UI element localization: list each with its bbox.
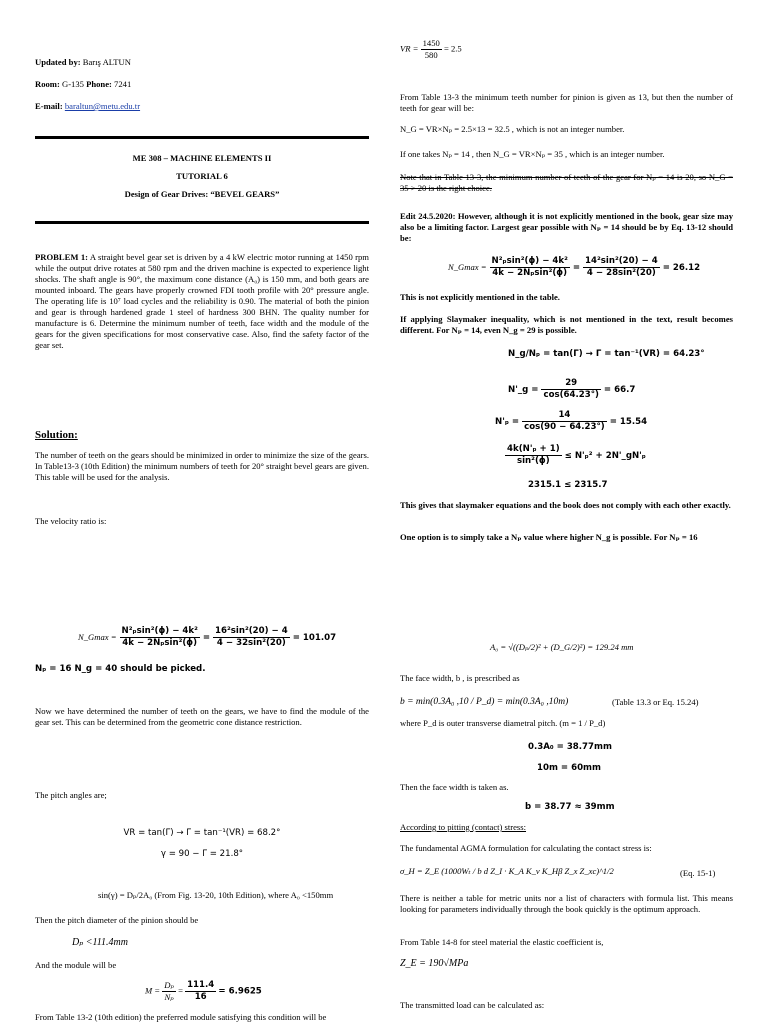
- b-value: b = 38.77 ≈ 39mm: [525, 802, 615, 812]
- slaymaker-eq-3: N'ₚ = $\frac{14}{\cos(90 - 64.23^\circ)}$ = 15.54: [495, 410, 648, 432]
- slaymaker-text: If applying Slaymaker inequality, which is not mentioned in the text, result becomes different. For Nₚ = 14, even N_g = 29 is possible.: [400, 314, 733, 335]
- ten-m-value: 10m = 60mm: [537, 763, 601, 773]
- min-teeth-text: From Table 13-3 the minimum teeth number for pinion is given as 13, but then the number of teeth for gear will be:: [400, 92, 733, 113]
- face-width-text: The face width, b , is prescribed as: [400, 673, 520, 683]
- updated-label: Updated by:: [35, 57, 81, 67]
- gamma-equation: γ = 90 − Γ = 21.8°: [160, 849, 244, 859]
- tutorial-title: TUTORIAL 6: [176, 171, 228, 181]
- conclusion-text: This gives that slaymaker equations and the book does not comply with each other exactly.: [400, 500, 731, 510]
- course-title: ME 308 – MACHINE ELEMENTS II: [132, 153, 272, 163]
- slaymaker-eq-4: $\frac{\text{4k(N'ₚ + 1)}}{\text{sin²(ϕ)}}$ ≤ N'ₚ² + 2N'_gN'ₚ: [507, 444, 646, 466]
- ngmax-equation-right: N_Gmax = $\frac{\text{N²ₚsin²(ϕ) − 4k²}}{\text{4k − 2Nₚsin²(ϕ)}}$ = $\frac{\text{14²sin²(20) − 4}}{\text{4 − 28sin²(20)}}$ = 26.12: [448, 256, 701, 278]
- slaymaker-eq-1: N_g/Nₚ = tan(Γ) → Γ = tan⁻¹(VR) = 64.23°: [508, 349, 705, 359]
- pitting-heading: According to pitting (contact) stress:: [400, 822, 527, 832]
- np14-text: If one takes Nₚ = 14 , then N_G = VR×Nₚ = 35 , which is an integer number.: [400, 149, 665, 159]
- not-in-table-text: This is not explicitly mentioned in the table.: [400, 292, 560, 302]
- updated-name: Barış ALTUN: [82, 57, 131, 67]
- struck-note: Note that in Table 13-3, the minimum number of teeth of the gear for Nₚ = 14 is 20, so N_G = 35 > 20 is the right choice.: [400, 172, 733, 193]
- agma-text: The fundamental AGMA formulation for calculating the contact stress is:: [400, 843, 652, 853]
- email-link[interactable]: baraltun@metu.edu.tr: [64, 101, 141, 111]
- solution-paragraph-3: Now we have determined the number of teeth on the gears, we have to find the module of the gear set. This can be determined from the geometric cone distance restriction.: [35, 706, 369, 727]
- vr-tan-equation: VR = tan(Γ) → Γ = tan⁻¹(VR) = 68.2°: [123, 828, 281, 838]
- units-note: There is neither a table for metric units nor a list of characters with formula list. This means looking for parameters individually through the book quickly is the optimum approach.: [400, 893, 733, 914]
- solution-heading: Solution:: [35, 429, 78, 441]
- contact-stress-reference: (Eq. 15-1): [680, 868, 716, 878]
- pitch-diameter-text: Then the pitch diameter of the pinion should be: [35, 915, 199, 925]
- ngmax-equation-left: N_Gmax = $\frac{\text{N²ₚsin²(ϕ) − 4k²}}{\text{4k − 2Nₚsin²(ϕ)}}$ = $\frac{\text{16²sin²(20) − 4}}{\text{4 − 32sin²(20)}}$ = 101.07: [78, 626, 337, 648]
- module-text: And the module will be: [35, 960, 117, 970]
- sin-gamma-equation: sin(γ) = Dₚ/2A₀ (From Fig. 13-20, 10th Edition), where A₀ <150mm: [98, 890, 334, 900]
- phone-label: Phone:: [86, 79, 112, 89]
- problem-text: A straight bevel gear set is driven by a 4 kW electric motor running at 1450 rpm while the output drive rotates at 580 rpm and the driven machine is expected to experience light shocks. The shaft angle is 90°, the maximum cone distance (A₀) is 150 mm, and both gears are mounted inboard. The gears have properly crowned FDI tooth profile with 20° pressure angle. The operating life is 10⁷ load cycles and the reliability is 0.90. The material of both the pinion and gear is through hardened grade 1 steel of hardness 300 BHN. The quality number for manufacture is 6. Determine the minimum number of teeth, face width and the module of the gears for the given specifications for most conservative case. Also, find the safety factor of the gear set.: [35, 252, 369, 350]
- velocity-ratio-text: The velocity ratio is:: [35, 516, 107, 526]
- bottom-rule: [35, 221, 369, 224]
- room-value: G-135: [61, 79, 84, 89]
- table14-text: From Table 14-8 for steel material the elastic coefficient is,: [400, 937, 604, 947]
- face-width-equation: b = min(0.3A₀ ,10 / P_d) = min(0.3A₀ ,10m): [400, 697, 569, 707]
- pitch-angles-text: The pitch angles are;: [35, 790, 107, 800]
- vr-equation: VR = $\frac{1450}{580}$ = 2.5: [400, 38, 462, 60]
- module-equation: M = $\frac{\text{Dₚ}}{\text{Nₚ}}$ = $\frac{111.4}{16}$ = 6.9625: [145, 980, 262, 1002]
- edit-note: Edit 24.5.2020: However, although it is not explicitly mentioned in the book, gear size may also be a limiting factor. Largest gear possible with Nₚ = 14 should be by Eq. 13-12 should be:: [400, 211, 733, 243]
- option-text: One option is to simply take a Nₚ value where higher N_g is possible. For Nₚ = 16: [400, 532, 698, 542]
- problem-label: PROBLEM 1:: [35, 252, 88, 262]
- ng-equation: N_G = VR×Nₚ = 2.5×13 = 32.5 , which is not an integer number.: [400, 124, 625, 134]
- then-face-width-text: Then the face width is taken as.: [400, 782, 509, 792]
- email-label: E-mail:: [35, 101, 63, 111]
- picked-statement: Nₚ = 16 N_g = 40 should be picked.: [35, 664, 206, 674]
- title-block: [35, 153, 369, 200]
- a0-value: 0.3A₀ = 38.77mm: [528, 742, 612, 752]
- dp-inequality: Dₚ <111.4mm: [72, 937, 128, 948]
- subject-title: Design of Gear Drives: “BEVEL GEARS”: [124, 189, 280, 199]
- preferred-module-text: From Table 13-2 (10th edition) the preferred module satisfying this condition will be: [35, 1012, 327, 1022]
- problem-statement: [35, 252, 369, 351]
- solution-paragraph-1: The number of teeth on the gears should be minimized in order to minimize the size of the gears. In Table13-3 (10th Edition) the minimum numbers of teeth for 20° straight bevel gears are given. This table will be used for the analysis.: [35, 450, 369, 482]
- slaymaker-eq-5: 2315.1 ≤ 2315.7: [528, 480, 608, 490]
- face-width-reference: (Table 13.3 or Eq. 15.24): [612, 697, 699, 707]
- header-block: [35, 57, 365, 112]
- phone-value: 7241: [114, 79, 132, 89]
- top-rule: [35, 136, 369, 139]
- contact-stress-equation: σ_H = Z_E (1000Wₜ / b d Z_I · K_A K_v K_Hβ Z_x Z_xc)^1/2: [400, 866, 614, 876]
- a0-equation: A₀ = √((Dₚ/2)² + (D_G/2)²) = 129.24 mm: [490, 642, 634, 652]
- transmitted-load-text: The transmitted load can be calculated as:: [400, 1000, 545, 1010]
- pd-definition: where P_d is outer transverse diametral pitch. (m = 1 / P_d): [400, 718, 606, 728]
- ze-equation: Z_E = 190√MPa: [400, 958, 469, 969]
- slaymaker-eq-2: N'_g = $\frac{29}{\cos(64.23^\circ)}$ = 66.7: [508, 378, 636, 400]
- room-label: Room:: [35, 79, 60, 89]
